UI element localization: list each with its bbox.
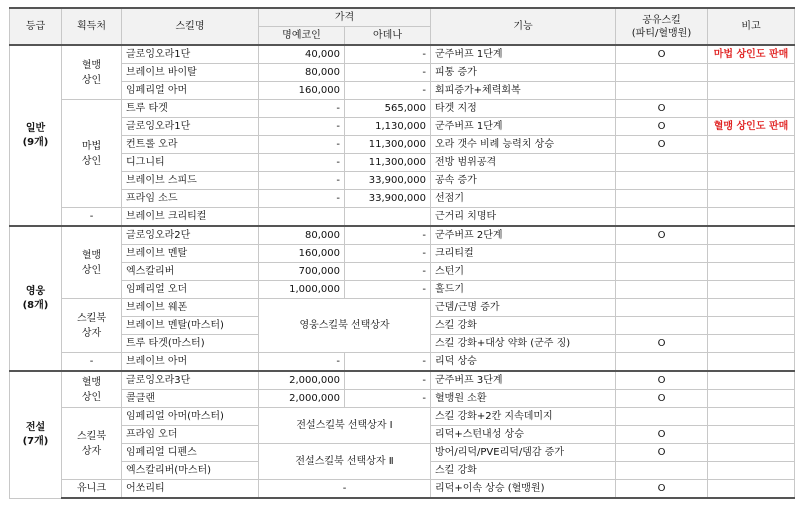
shared-mark xyxy=(616,172,708,190)
header-grade: 등급 xyxy=(10,8,62,45)
skill-name: 임페리얼 아머(마스터) xyxy=(122,408,259,426)
source-blood-merchant xyxy=(62,45,122,100)
header-skill: 스킬명 xyxy=(122,8,259,45)
grade-count: (9개) xyxy=(22,136,49,148)
price-adena: - xyxy=(345,390,431,408)
skill-name: 임페리얼 오더 xyxy=(122,281,259,299)
shared-mark: O xyxy=(616,100,708,118)
header-source: 획득처 xyxy=(62,8,122,45)
shared-mark xyxy=(616,263,708,281)
source-magic-merchant xyxy=(62,100,122,208)
source-line: 상인 xyxy=(81,391,102,403)
skill-name: 브레이브 멘탈(마스터) xyxy=(122,317,259,335)
shared-mark xyxy=(616,353,708,372)
table-row xyxy=(10,408,795,426)
skill-name: 브레이브 웨폰 xyxy=(122,299,259,317)
skill-function: 군주버프 1단계 xyxy=(431,45,616,64)
grade-name: 영웅 xyxy=(25,285,46,297)
note xyxy=(708,371,795,390)
price-honor: - xyxy=(259,353,345,372)
shared-mark xyxy=(616,64,708,82)
shared-mark xyxy=(616,82,708,100)
table-row xyxy=(10,64,795,82)
price-adena: - xyxy=(345,371,431,390)
price-honor: 160,000 xyxy=(259,245,345,263)
table-row xyxy=(10,100,795,118)
shared-mark: O xyxy=(616,371,708,390)
shared-mark xyxy=(616,245,708,263)
price-honor: 2,000,000 xyxy=(259,390,345,408)
skill-function: 홀드기 xyxy=(431,281,616,299)
header-note: 비고 xyxy=(708,8,795,45)
skill-name: 임페리얼 아머 xyxy=(122,82,259,100)
header-adena: 아데나 xyxy=(345,27,431,46)
price-honor: 700,000 xyxy=(259,263,345,281)
price-adena xyxy=(345,208,431,227)
note xyxy=(708,154,795,172)
legend-skillbook-box-1: 전설스킬북 선택상자 Ⅰ xyxy=(259,408,431,444)
skill-name: 글로잉오라1단 xyxy=(122,45,259,64)
table-row xyxy=(10,190,795,208)
skill-function: 근뎀/근명 증가 xyxy=(431,299,616,317)
note xyxy=(708,226,795,245)
shared-mark: O xyxy=(616,444,708,462)
source-line: 상인 xyxy=(81,155,102,167)
note xyxy=(708,208,795,227)
header-shared-line2: (파티/혈맹원) xyxy=(631,27,692,39)
shared-mark: O xyxy=(616,45,708,64)
price-adena: - xyxy=(345,64,431,82)
skill-name: 엑스칼리버 xyxy=(122,263,259,281)
note xyxy=(708,64,795,82)
grade-count: (8개) xyxy=(22,299,49,311)
shared-mark: O xyxy=(616,118,708,136)
skill-name: 디그니티 xyxy=(122,154,259,172)
table-row xyxy=(10,208,795,227)
header-shared xyxy=(616,8,708,45)
price-honor: - xyxy=(259,100,345,118)
source-blood-merchant xyxy=(62,371,122,408)
price-honor: 80,000 xyxy=(259,64,345,82)
price-adena: - xyxy=(345,245,431,263)
price-honor: 160,000 xyxy=(259,82,345,100)
source-skillbook-box xyxy=(62,299,122,353)
note xyxy=(708,100,795,118)
note xyxy=(708,444,795,462)
note xyxy=(708,317,795,335)
source-line: 상자 xyxy=(81,327,102,339)
price-honor: 80,000 xyxy=(259,226,345,245)
note xyxy=(708,263,795,281)
table-row xyxy=(10,299,795,317)
shared-mark xyxy=(616,208,708,227)
note xyxy=(708,390,795,408)
note xyxy=(708,281,795,299)
price-honor xyxy=(259,208,345,227)
source-line: 상인 xyxy=(81,264,102,276)
shared-mark xyxy=(616,317,708,335)
price-adena: 11,300,000 xyxy=(345,154,431,172)
skill-name: 엑스칼리버(마스터) xyxy=(122,462,259,480)
note xyxy=(708,462,795,480)
skill-function: 스킬 강화 xyxy=(431,317,616,335)
price-honor: 40,000 xyxy=(259,45,345,64)
price-adena: 33,900,000 xyxy=(345,172,431,190)
note xyxy=(708,408,795,426)
table-row xyxy=(10,371,795,390)
skill-function: 근거리 치명타 xyxy=(431,208,616,227)
price-adena: 1,130,000 xyxy=(345,118,431,136)
price-adena: - xyxy=(345,353,431,372)
note xyxy=(708,335,795,353)
price-honor: 2,000,000 xyxy=(259,371,345,390)
header-honor: 명예코인 xyxy=(259,27,345,46)
skill-function: 크리티컬 xyxy=(431,245,616,263)
skill-function: 회피증가+체력회복 xyxy=(431,82,616,100)
table-row xyxy=(10,45,795,64)
shared-mark xyxy=(616,190,708,208)
source-skillbook-box xyxy=(62,408,122,480)
source-line: 상인 xyxy=(81,74,102,86)
skill-name: 브레이브 바이탈 xyxy=(122,64,259,82)
price-honor: - xyxy=(259,136,345,154)
skill-name: 어쏘리티 xyxy=(122,480,259,499)
skill-name: 콜클랜 xyxy=(122,390,259,408)
source-line: 스킬북 xyxy=(77,430,106,442)
skill-function: 군주버프 2단계 xyxy=(431,226,616,245)
skill-name: 프라임 오더 xyxy=(122,426,259,444)
shared-mark: O xyxy=(616,335,708,353)
table-row xyxy=(10,480,795,499)
skill-name: 브레이브 멘탈 xyxy=(122,245,259,263)
source-line: 혈맹 xyxy=(81,249,102,261)
table-row xyxy=(10,353,795,372)
price-adena: - xyxy=(345,82,431,100)
grade-hero xyxy=(10,226,62,371)
shared-mark: O xyxy=(616,136,708,154)
header-price: 가격 xyxy=(259,8,431,27)
price-adena: - xyxy=(345,226,431,245)
price-adena: - xyxy=(345,263,431,281)
skill-name: 브레이브 크리티컬 xyxy=(122,208,259,227)
shared-mark xyxy=(616,299,708,317)
skill-function: 군주버프 3단계 xyxy=(431,371,616,390)
shared-mark: O xyxy=(616,226,708,245)
source-dash: - xyxy=(62,353,122,372)
skill-name: 트루 타겟 xyxy=(122,100,259,118)
price-honor: - xyxy=(259,172,345,190)
source-blood-merchant xyxy=(62,226,122,299)
grade-count: (7개) xyxy=(22,435,49,447)
skill-function: 혈맹원 소환 xyxy=(431,390,616,408)
skill-name: 임페리얼 디펜스 xyxy=(122,444,259,462)
note xyxy=(708,82,795,100)
table-row xyxy=(10,118,795,136)
price-honor: - xyxy=(259,154,345,172)
skill-function: 방어/리덕/PVE리덕/뎀감 증가 xyxy=(431,444,616,462)
price-adena: - xyxy=(345,281,431,299)
shared-mark: O xyxy=(616,426,708,444)
price-adena: 565,000 xyxy=(345,100,431,118)
table-row xyxy=(10,136,795,154)
header-shared-line1: 공유스킬 xyxy=(642,14,681,26)
skill-name: 트루 타겟(마스터) xyxy=(122,335,259,353)
shared-mark: O xyxy=(616,390,708,408)
table-row xyxy=(10,263,795,281)
table-row xyxy=(10,154,795,172)
price-honor: - xyxy=(259,190,345,208)
skill-function: 오라 갯수 비례 능력치 상승 xyxy=(431,136,616,154)
skill-name: 글로잉오라3단 xyxy=(122,371,259,390)
note xyxy=(708,480,795,499)
skill-function: 타겟 지정 xyxy=(431,100,616,118)
note: 혈맹 상인도 판매 xyxy=(708,118,795,136)
skill-table xyxy=(9,7,795,499)
shared-mark xyxy=(616,281,708,299)
price-honor: - xyxy=(259,118,345,136)
grade-legend xyxy=(10,371,62,498)
table-row xyxy=(10,172,795,190)
hero-skillbook-box: 영웅스킬북 선택상자 xyxy=(259,299,431,353)
skill-function: 스킬 강화 xyxy=(431,462,616,480)
price-adena: 33,900,000 xyxy=(345,190,431,208)
source-line: 마법 xyxy=(81,140,102,152)
note xyxy=(708,353,795,372)
skill-function: 공속 증가 xyxy=(431,172,616,190)
skill-function: 선점기 xyxy=(431,190,616,208)
source-line: 혈맹 xyxy=(81,376,102,388)
skill-name: 컨트롤 오라 xyxy=(122,136,259,154)
note: 마법 상인도 판매 xyxy=(708,45,795,64)
table-row xyxy=(10,444,795,462)
grade-normal xyxy=(10,45,62,226)
table-row xyxy=(10,390,795,408)
shared-mark xyxy=(616,408,708,426)
note xyxy=(708,245,795,263)
note xyxy=(708,190,795,208)
table-row xyxy=(10,226,795,245)
table-row xyxy=(10,281,795,299)
skill-function: 스턴기 xyxy=(431,263,616,281)
skill-name: 글로잉오라1단 xyxy=(122,118,259,136)
header-function: 기능 xyxy=(431,8,616,45)
skill-function: 리덕 상승 xyxy=(431,353,616,372)
price-adena: 11,300,000 xyxy=(345,136,431,154)
skill-name: 브레이브 아머 xyxy=(122,353,259,372)
price-honor: 1,000,000 xyxy=(259,281,345,299)
note xyxy=(708,172,795,190)
skill-function: 스킬 강화+대상 약화 (군주 징) xyxy=(431,335,616,353)
skill-name: 글로잉오라2단 xyxy=(122,226,259,245)
skill-function: 피통 증가 xyxy=(431,64,616,82)
shared-mark xyxy=(616,154,708,172)
legend-skillbook-box-2: 전설스킬북 선택상자 Ⅱ xyxy=(259,444,431,480)
skill-function: 군주버프 1단계 xyxy=(431,118,616,136)
grade-name: 전설 xyxy=(25,421,46,433)
table-row xyxy=(10,82,795,100)
table-row xyxy=(10,245,795,263)
shared-mark: O xyxy=(616,480,708,499)
skill-function: 리덕+이속 상승 (혈맹원) xyxy=(431,480,616,499)
source-dash: - xyxy=(62,208,122,227)
skill-function: 전방 범위공격 xyxy=(431,154,616,172)
source-line: 혈맹 xyxy=(81,59,102,71)
price-merged-dash: - xyxy=(259,480,431,499)
source-unique: 유니크 xyxy=(62,480,122,499)
source-line: 스킬북 xyxy=(77,312,106,324)
skill-name: 브레이브 스피드 xyxy=(122,172,259,190)
skill-function: 스킬 강화+2칸 지속데미지 xyxy=(431,408,616,426)
note xyxy=(708,299,795,317)
skill-name: 프라임 소드 xyxy=(122,190,259,208)
grade-name: 일반 xyxy=(25,122,46,134)
note xyxy=(708,136,795,154)
source-line: 상자 xyxy=(81,445,102,457)
note xyxy=(708,426,795,444)
skill-function: 리덕+스턴내성 상승 xyxy=(431,426,616,444)
shared-mark xyxy=(616,462,708,480)
price-adena: - xyxy=(345,45,431,64)
